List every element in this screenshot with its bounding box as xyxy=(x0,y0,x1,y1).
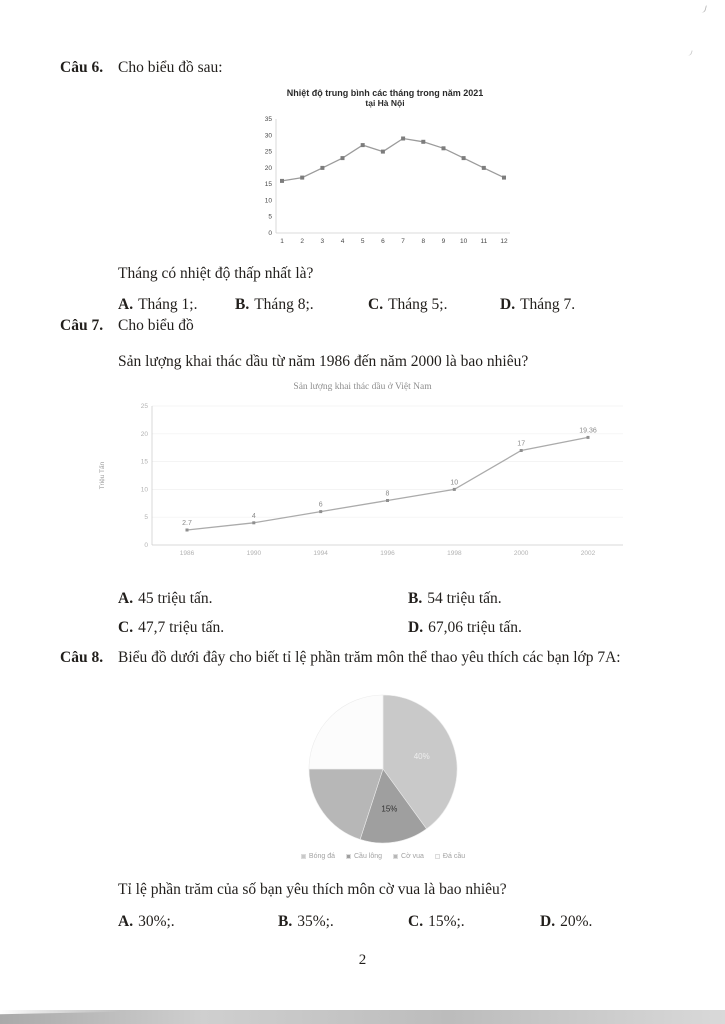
legend-item xyxy=(435,853,465,860)
sports-pie-chart xyxy=(308,694,466,861)
svg-text:2: 2 xyxy=(300,238,304,246)
temperature-line-chart xyxy=(250,88,520,256)
svg-text:5: 5 xyxy=(144,514,148,522)
legend-label: Cầu lông xyxy=(354,853,383,861)
question-8-text: Tỉ lệ phần trăm của số bạn yêu thích môn cờ vua là bao nhiêu? xyxy=(118,881,507,899)
q7-option-b xyxy=(408,590,689,608)
svg-text:2002: 2002 xyxy=(580,550,596,558)
svg-text:25: 25 xyxy=(264,148,272,156)
legend-label: Bóng đá xyxy=(308,853,335,861)
svg-text:10: 10 xyxy=(140,486,148,494)
svg-text:19.36: 19.36 xyxy=(579,427,597,435)
svg-text:10: 10 xyxy=(460,238,468,246)
q8-option-b xyxy=(278,913,408,931)
svg-text:30: 30 xyxy=(264,132,272,140)
temperature-chart-plot xyxy=(250,111,520,251)
svg-text:15: 15 xyxy=(140,458,148,466)
question-7-text: Sản lượng khai thác dầu từ năm 1986 đến năm 2000 là bao nhiêu? xyxy=(118,353,529,371)
svg-text:6: 6 xyxy=(381,238,385,246)
q7-option-d-key: D. xyxy=(408,619,424,637)
q7-option-a-key: A. xyxy=(118,590,134,608)
q6-option-b-text: Tháng 8;. xyxy=(254,296,314,314)
q7-option-c-text: 47,7 triệu tấn. xyxy=(138,619,225,637)
svg-text:40%: 40% xyxy=(413,752,430,762)
q8-option-a xyxy=(118,913,278,931)
question-8-options xyxy=(118,913,689,931)
svg-text:0: 0 xyxy=(268,230,272,238)
svg-text:25: 25 xyxy=(140,403,148,411)
svg-text:7: 7 xyxy=(401,238,405,246)
legend-swatch xyxy=(435,854,440,859)
question-8 xyxy=(60,648,689,931)
q7-option-b-text: 54 triệu tấn. xyxy=(427,590,502,608)
svg-text:11: 11 xyxy=(480,238,488,246)
page-number: 2 xyxy=(358,952,367,968)
svg-text:1996: 1996 xyxy=(380,550,395,558)
legend-item xyxy=(346,853,382,860)
q8-option-d xyxy=(540,913,689,931)
q8-option-a-key: A. xyxy=(118,913,134,931)
question-8-intro: Biểu đồ dưới đây cho biết tỉ lệ phần trăm môn thể thao yêu thích các bạn lớp 7A: xyxy=(118,649,621,666)
oil-chart-title: Sản lượng khai thác dầu ở Việt Nam xyxy=(293,382,432,393)
question-6-label: Câu 6. xyxy=(60,59,104,76)
q8-option-c-text: 15%;. xyxy=(428,913,465,931)
svg-text:12: 12 xyxy=(500,238,508,246)
svg-text:3: 3 xyxy=(320,238,325,246)
temperature-chart-subtitle: tại Hà Nội xyxy=(365,98,405,109)
svg-text:8: 8 xyxy=(385,490,390,498)
q7-option-d xyxy=(408,619,689,637)
q6-option-b xyxy=(235,296,368,314)
svg-text:9: 9 xyxy=(441,238,446,246)
svg-text:20: 20 xyxy=(140,431,148,439)
question-6-text: Tháng có nhiệt độ thấp nhất là? xyxy=(118,265,314,283)
q8-option-c xyxy=(408,913,540,931)
q7-option-c-key: C. xyxy=(118,619,134,637)
svg-text:1994: 1994 xyxy=(313,550,328,558)
svg-text:10: 10 xyxy=(450,479,459,487)
svg-text:Triệu Tấn: Triệu Tấn xyxy=(99,462,106,490)
q7-option-a-text: 45 triệu tấn. xyxy=(138,590,213,608)
q7-option-c xyxy=(118,619,408,637)
legend-swatch xyxy=(301,854,306,859)
q6-option-d xyxy=(500,296,689,314)
svg-text:5: 5 xyxy=(360,238,365,246)
pie-legend xyxy=(308,853,466,861)
svg-text:1998: 1998 xyxy=(447,550,462,558)
legend-swatch xyxy=(393,854,398,859)
legend-item xyxy=(301,853,335,860)
svg-text:15%: 15% xyxy=(381,804,398,814)
temperature-chart-title: Nhiệt độ trung bình các tháng trong năm 2021 xyxy=(286,88,484,99)
question-6-options xyxy=(118,296,689,314)
svg-text:6: 6 xyxy=(318,501,323,509)
svg-text:0: 0 xyxy=(144,542,148,550)
svg-text:1: 1 xyxy=(280,238,284,246)
question-7 xyxy=(60,316,689,637)
q8-option-c-key: C. xyxy=(408,913,424,931)
question-7-intro: Cho biểu đồ xyxy=(118,317,194,334)
q6-option-c-key: C. xyxy=(368,296,384,314)
q8-option-a-text: 30%;. xyxy=(138,913,175,931)
svg-text:1986: 1986 xyxy=(179,550,195,558)
legend-swatch xyxy=(346,854,351,859)
q7-option-b-key: B. xyxy=(408,590,423,608)
scan-band-artifact xyxy=(0,1010,725,1024)
legend-label: Cờ vua xyxy=(401,853,424,861)
q6-option-d-key: D. xyxy=(500,296,516,314)
question-8-label: Câu 8. xyxy=(60,649,104,666)
q6-option-a-key: A. xyxy=(118,296,134,314)
q8-option-d-text: 20%. xyxy=(560,913,593,931)
scan-artifact xyxy=(701,5,707,14)
svg-text:17: 17 xyxy=(517,440,526,448)
q6-option-c xyxy=(368,296,500,314)
svg-text:1990: 1990 xyxy=(246,550,262,558)
question-7-options xyxy=(118,590,689,637)
question-6-intro: Cho biểu đồ sau: xyxy=(118,59,223,76)
svg-text:4: 4 xyxy=(251,513,256,521)
oil-line-chart xyxy=(90,382,635,574)
question-6 xyxy=(60,58,689,314)
legend-label: Đá cầu xyxy=(442,853,466,861)
scan-artifact xyxy=(687,50,692,57)
svg-text:2000: 2000 xyxy=(513,550,529,558)
q6-option-d-text: Tháng 7. xyxy=(520,296,576,314)
q8-option-b-key: B. xyxy=(278,913,293,931)
svg-text:4: 4 xyxy=(340,238,345,246)
q6-option-b-key: B. xyxy=(235,296,250,314)
q6-option-c-text: Tháng 5;. xyxy=(388,296,448,314)
legend-item xyxy=(393,853,424,860)
svg-text:10: 10 xyxy=(264,197,272,205)
q7-option-a xyxy=(118,590,408,608)
q6-option-a xyxy=(118,296,235,314)
q8-option-d-key: D. xyxy=(540,913,556,931)
q8-option-b-text: 35%;. xyxy=(297,913,334,931)
svg-text:20: 20 xyxy=(264,164,272,172)
question-7-label: Câu 7. xyxy=(60,317,104,334)
svg-text:35: 35 xyxy=(264,116,272,124)
q7-option-d-text: 67,06 triệu tấn. xyxy=(428,619,522,637)
sports-pie-plot xyxy=(308,694,458,844)
q6-option-a-text: Tháng 1;. xyxy=(138,296,198,314)
svg-text:15: 15 xyxy=(264,181,272,189)
svg-text:8: 8 xyxy=(421,238,426,246)
svg-text:2.7: 2.7 xyxy=(182,520,192,528)
svg-text:5: 5 xyxy=(268,213,272,221)
oil-chart-plot xyxy=(90,394,635,569)
